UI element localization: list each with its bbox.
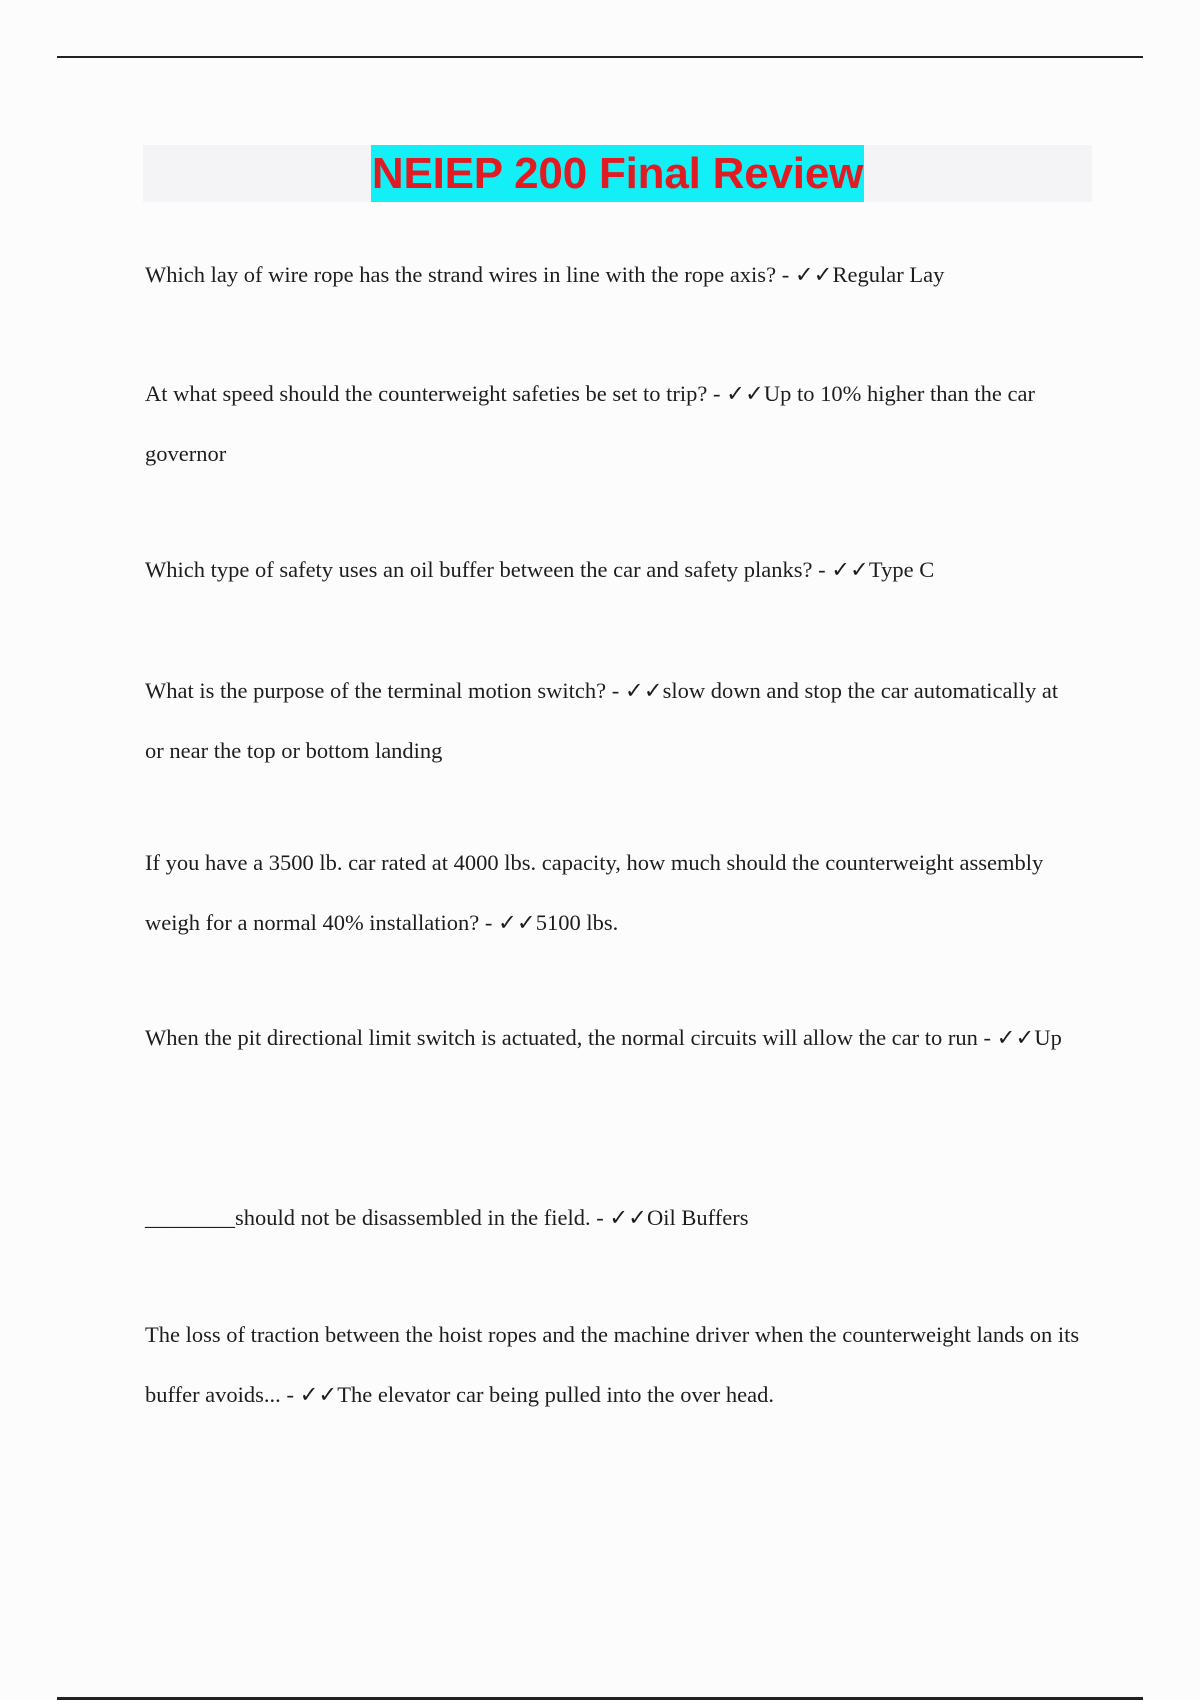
qa-item: [145, 661, 1080, 781]
separator: -: [606, 678, 625, 703]
question-text: The loss of traction between the hoist ropes and the machine driver when the counterweight lands on its buffer avoids...: [145, 1322, 1080, 1407]
question-text: Which type of safety uses an oil buffer between the car and safety planks?: [145, 557, 813, 582]
qa-item: [145, 245, 1080, 305]
separator: -: [479, 910, 499, 935]
answer-text: Oil Buffers: [647, 1205, 749, 1230]
separator: -: [812, 557, 832, 582]
answer-text: Regular Lay: [832, 262, 945, 287]
top-rule: [57, 56, 1143, 58]
question-text: At what speed should the counterweight safeties be set to trip?: [145, 381, 708, 406]
question-text: Which lay of wire rope has the strand wires in line with the rope axis?: [145, 262, 777, 287]
separator: -: [977, 1025, 997, 1050]
check-icon: ✓✓: [726, 381, 764, 406]
title-band: [143, 145, 1092, 202]
check-icon: ✓✓: [831, 557, 869, 582]
separator: -: [280, 1382, 300, 1407]
qa-item: [145, 1188, 1080, 1248]
qa-item: [145, 540, 1080, 600]
answer-text: The elevator car being pulled into the over head.: [337, 1382, 774, 1407]
qa-item: [145, 1305, 1080, 1425]
answer-text: 5100 lbs.: [535, 910, 619, 935]
qa-item: [145, 833, 1080, 953]
separator: -: [707, 381, 727, 406]
check-icon: ✓✓: [609, 1205, 648, 1230]
qa-item: [145, 364, 1080, 484]
question-text: If you have a 3500 lb. car rated at 4000 lbs. capacity, how much should the counterweight assembly weigh for a normal 40% installation?: [145, 850, 1044, 935]
check-icon: ✓✓: [624, 678, 663, 703]
answer-text: Up to 10% higher than the car governor: [145, 381, 1035, 466]
check-icon: ✓✓: [794, 262, 833, 287]
check-icon: ✓✓: [299, 1382, 338, 1407]
page-title: NEIEP 200 Final Review: [371, 145, 864, 202]
separator: -: [590, 1205, 610, 1230]
answer-text: Type C: [868, 557, 935, 582]
question-text: ________should not be disassembled in the field.: [145, 1205, 591, 1230]
answer-text: Up: [1034, 1025, 1062, 1050]
check-icon: ✓✓: [498, 910, 536, 935]
check-icon: ✓✓: [996, 1025, 1035, 1050]
question-text: What is the purpose of the terminal motion switch?: [145, 678, 607, 703]
answer-text: slow down and stop the car automatically at or near the top or bottom landing: [145, 678, 1059, 763]
qa-item: [145, 1008, 1080, 1068]
question-text: When the pit directional limit switch is actuated, the normal circuits will allow the car to run: [145, 1025, 978, 1050]
separator: -: [776, 262, 795, 287]
